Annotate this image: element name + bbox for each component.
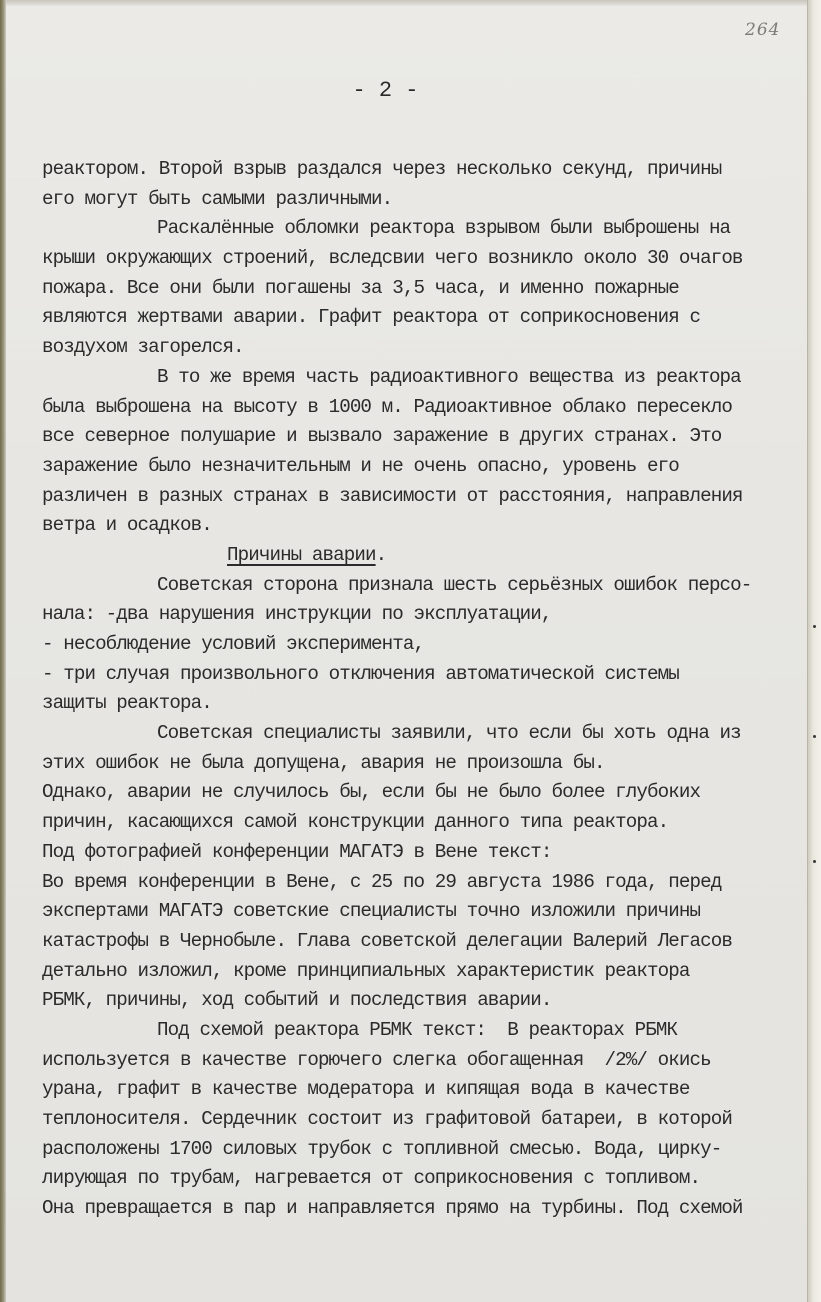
text-line: Советская сторона признала шесть серьёзных ошибок персо- [157, 573, 752, 596]
text-line: В то же время часть радиоактивного вещества из реактора [157, 365, 741, 388]
text-line: Она превращается в пар и направляется прямо на турбины. Под схемой [42, 1197, 743, 1220]
text-line: была выброшена на высоту в 1000 м. Радиоактивное облако пересекло [42, 395, 732, 418]
text-line: его могут быть самыми различными. [42, 187, 393, 210]
text-line: используется в качестве горючего слегка обогащенная /2%/ окись [42, 1048, 711, 1071]
text-line: катастрофы в Чернобыле. Глава советской делегации Валерий Легасов [42, 929, 732, 952]
text-line: различен в разных странах в зависимости от расстояния, направления [42, 484, 743, 507]
page-number: - 2 - [352, 78, 419, 103]
paragraph [42, 214, 817, 362]
margin-mark [813, 625, 816, 628]
text-line: Под схемой реактора РБМК текст: В реакторах РБМК [157, 1018, 678, 1041]
paragraph [42, 719, 817, 1016]
page-top-edge [6, 0, 808, 6]
text-line: являются жертвами аварии. Графит реактора от соприкосновения с [42, 306, 701, 329]
text-line: пожара. Все они были погашены за 3,5 часа, и именно пожарные [42, 276, 679, 299]
archive-page-number: 264 [745, 20, 781, 40]
text-line: экспертами МАГАТЭ советские специалисты точно изложили причины [42, 900, 701, 923]
paragraph [42, 363, 817, 541]
text-line: - три случая произвольного отключения автоматической системы [42, 662, 679, 685]
text-line: нала: -два нарушения инструкции по эксплуатации, [42, 603, 552, 626]
margin-mark [813, 735, 816, 738]
paragraph [42, 155, 817, 214]
text-line: теплоносителя. Сердечник состоит из графитовой батареи, в которой [42, 1108, 732, 1130]
text-line: детально изложил, кроме принципиальных характеристик реактора [42, 959, 690, 982]
text-line: РБМК, причины, ход событий и последствия аварии. [42, 989, 552, 1012]
text-line: этих ошибок не была допущена, авария не произошла бы. [42, 751, 605, 774]
text-line: Советская специалисты заявили, что если бы хоть одна из [157, 722, 741, 745]
heading-line [42, 541, 817, 571]
text-line: крыши окружающих строений, вследсвии чего возникло около 30 очагов [42, 247, 743, 270]
margin-mark [813, 860, 816, 863]
text-line: все северное полушарие и вызвало заражение в других странах. Это [42, 425, 722, 448]
text-line: Под фотографией конференции МАГАТЭ в Вене текст: [42, 840, 552, 863]
paragraph [42, 571, 817, 719]
text-line: заражение было незначительным и не очень опасно, уровень его [42, 454, 679, 477]
text-line: Однако, аварии не случилось бы, если бы не было более глубоких [42, 781, 701, 804]
heading-text: Причины аварии [227, 543, 376, 566]
text-line: реактором. Второй взрыв раздался через несколько секунд, причины [42, 158, 722, 180]
text-line: воздухом загорелся. [42, 336, 244, 359]
heading-punctuation: . [375, 543, 387, 566]
text-line: лирующая по трубам, нагревается от соприкосновения с топливом. [42, 1167, 701, 1190]
paragraph [42, 1016, 817, 1224]
text-line: ветра и осадков. [42, 514, 212, 537]
text-line: - несоблюдение условий эксперимента, [42, 633, 425, 655]
section-heading [42, 541, 817, 571]
text-line: Раскалённые обломки реактора взрывом были выброшены на [157, 217, 731, 240]
text-line: урана, графит в качестве модератора и кипящая вода в качестве [42, 1078, 690, 1101]
text-line: расположены 1700 силовых трубок с топливной смесью. Вода, цирку- [42, 1137, 722, 1160]
document-body [42, 155, 817, 1224]
text-line: причин, касающихся самой конструкции данного типа реактора. [42, 811, 669, 834]
text-line: защиты реактора. [42, 692, 212, 715]
text-line: Во время конференции в Вене, с 25 по 29 августа 1986 года, перед [42, 870, 722, 893]
